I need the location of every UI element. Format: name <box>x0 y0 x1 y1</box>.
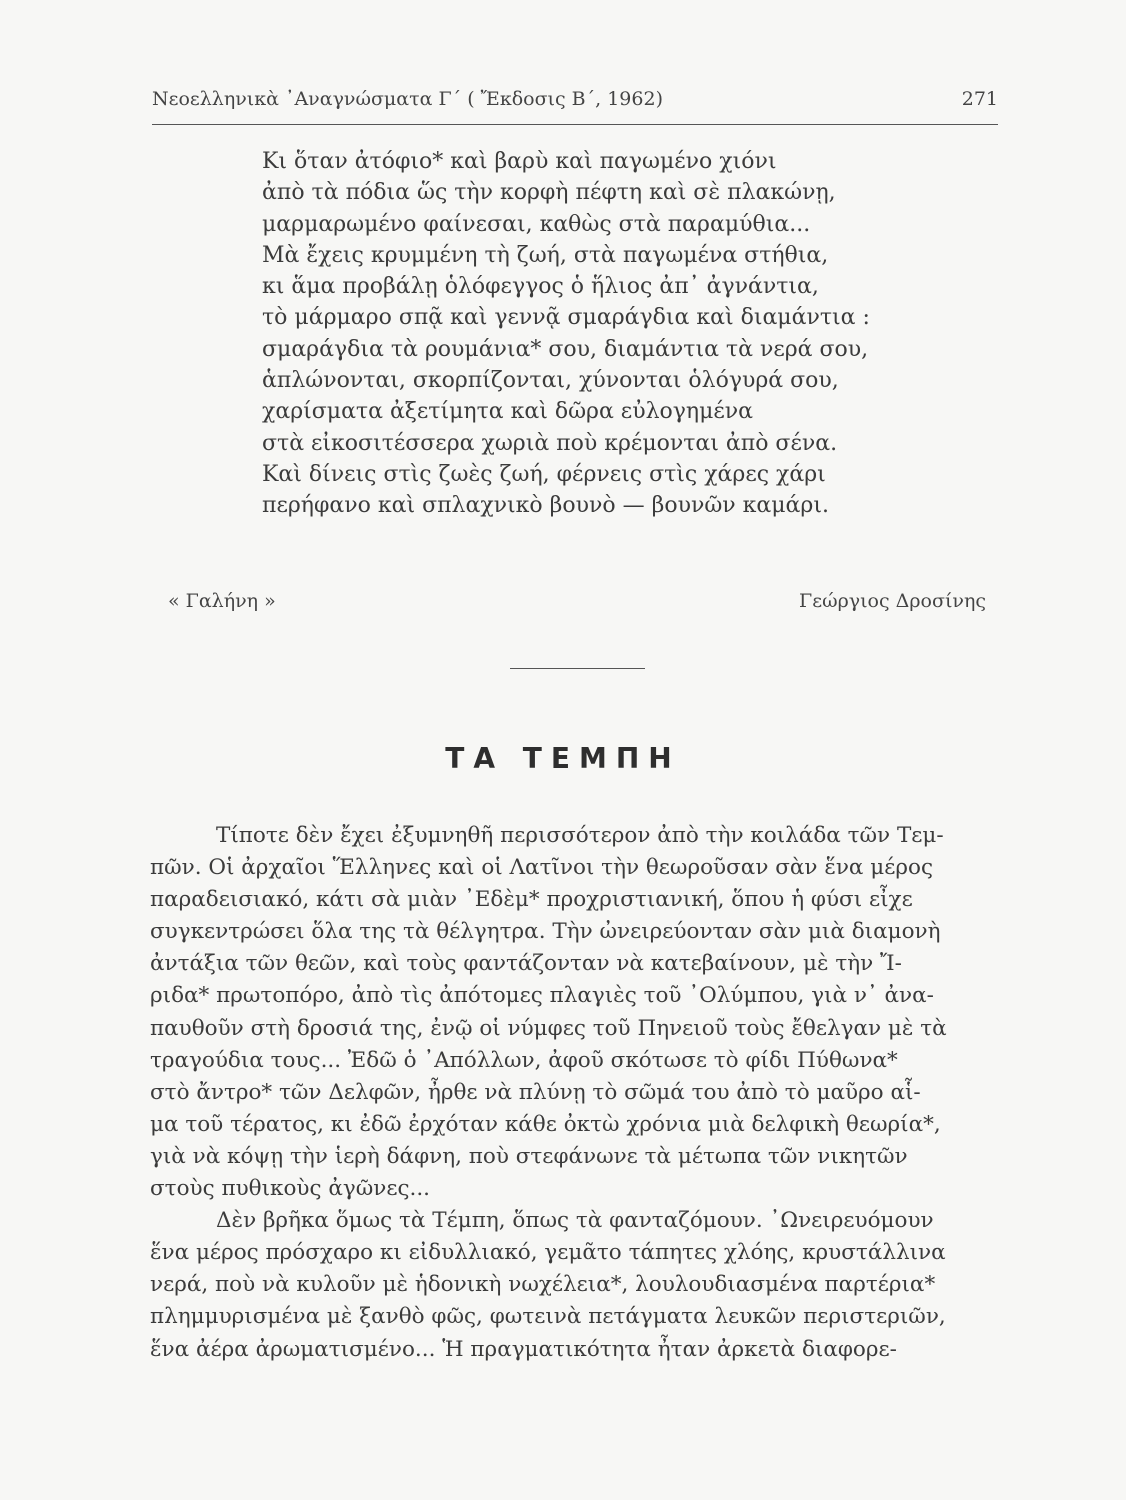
poem-line: μαρμαρωμένο φαίνεσαι, καθὼς στὰ παραμύθια... <box>262 211 811 237</box>
body-line: παυθοῦν στὴ δροσιά της, ἐνῷ οἱ νύμφες τοῦ Πηνειοῦ τοὺς ἔθελγαν μὲ τὰ <box>150 1015 947 1041</box>
body-line: μα τοῦ τέρατος, κι ἐδῶ ἐρχόταν κάθε ὀκτὼ χρόνια μιὰ δελφικὴ θεωρία*, <box>150 1111 941 1137</box>
body-line: Δὲν βρῆκα ὅμως τὰ Τέμπη, ὅπως τὰ φανταζόμουν. ᾿Ωνειρευόμουν <box>216 1208 934 1234</box>
body-line: τραγούδια τους... Ἐδῶ ὁ ᾿Απόλλων, ἀφοῦ σκότωσε τὸ φίδι Πύθωνα* <box>150 1047 898 1073</box>
poem-attribution <box>168 590 986 612</box>
body-line: γιὰ νὰ κόψῃ τὴν ἱερὴ δάφνη, ποὺ στεφάνωνε τὰ μέτωπα τῶν νικητῶν <box>150 1143 908 1169</box>
poem-line: περήφανο καὶ σπλαχνικὸ βουνὸ — βουνῶν καμάρι. <box>262 493 829 519</box>
body-line: ἀντάξια τῶν θεῶν, καὶ τοὺς φαντάζονταν νὰ κατεβαίνουν, μὲ τὴν Ἴ- <box>150 951 902 977</box>
body-line: ριδα* πρωτοπόρο, ἀπὸ τὶς ἀπότομες πλαγιὲς τοῦ ᾿Ολύμπου, γιὰ ν᾿ ἀνα- <box>150 983 934 1009</box>
body-line: πλημμυρισμένα μὲ ξανθὸ φῶς, φωτεινὰ πετάγματα λευκῶν περιστεριῶν, <box>150 1304 946 1330</box>
poem-line: Κι ὅταν ἀτόφιο* καὶ βαρὺ καὶ παγωμένο χιόνι <box>262 149 777 174</box>
poem-line: τὸ μάρμαρο σπᾷ καὶ γεννᾷ σμαράγδια καὶ διαμάντια : <box>262 305 870 331</box>
poem-line: κι ἅμα προβάλῃ ὁλόφεγγος ὁ ἥλιος ἀπ᾿ ἀγνάντια, <box>262 274 819 300</box>
poem-line: Μὰ ἔχεις κρυμμένη τὴ ζωή, στὰ παγωμένα στήθια, <box>262 242 829 268</box>
header-rule <box>152 124 998 125</box>
poem-line: Καὶ δίνεις στὶς ζωὲς ζωή, φέρνεις στὶς χάρες χάρι <box>262 461 826 487</box>
body-line: ἕνα ἀέρα ἀρωματισμένο... Ἡ πραγματικότητα ἦταν ἀρκετὰ διαφορε- <box>150 1336 897 1362</box>
poem-line: ἁπλώνονται, σκορπίζονται, χύνονται ὁλόγυρά σου, <box>262 368 839 394</box>
poem-line: στὰ εἰκοσιτέσσερα χωριὰ ποὺ κρέμονται ἀπὸ σένα. <box>262 430 838 456</box>
body-line: νερά, ποὺ νὰ κυλοῦν μὲ ἡδονικὴ νωχέλεια*, λουλουδιασμένα παρτέρια* <box>150 1272 936 1298</box>
page-number: 271 <box>961 88 998 110</box>
poem-line: σμαράγδια τὰ ρουμάνια* σου, διαμάντια τὰ νερά σου, <box>262 336 869 362</box>
section-divider <box>510 668 645 669</box>
body-line: συγκεντρώσει ὅλα της τὰ θέλγητρα. Τὴν ὠνειρεύονταν σὰν μιὰ διαμονὴ <box>150 919 941 945</box>
body-line: παραδεισιακό, κάτι σὰ μιὰν ᾿Εδὲμ* προχριστιανική, ὅπου ἡ φύσι εἶχε <box>150 887 913 913</box>
poem-line: ἀπὸ τὰ πόδια ὥς τὴν κορφὴ πέφτη καὶ σὲ πλακώνῃ, <box>262 180 836 206</box>
section-title: ΤΑ ΤΕΜΠΗ <box>445 742 681 775</box>
body-line: στοὺς πυθικοὺς ἀγῶνες... <box>150 1176 431 1202</box>
poem-author: Γεώργιος Δροσίνης <box>799 590 986 612</box>
body-line: ἕνα μέρος πρόσχαρο κι εἰδυλλιακό, γεμᾶτο τάπητες χλόης, κρυστάλλινα <box>150 1240 946 1266</box>
header-title: Νεοελληνικὰ ᾿Αναγνώσματα Γ΄ ( Ἔκδοσις Β΄, 1962) <box>152 88 663 110</box>
body-line: πῶν. Οἱ ἀρχαῖοι Ἕλληνες καὶ οἱ Λατῖνοι τὴν θεωροῦσαν σὰν ἕνα μέρος <box>150 855 934 881</box>
section-body <box>150 820 1000 1366</box>
poem <box>262 146 1022 522</box>
poem-source: « Γαλήνη » <box>168 590 276 612</box>
body-line: στὸ ἄντρο* τῶν Δελφῶν, ἦρθε νὰ πλύνῃ τὸ σῶμά του ἀπὸ τὸ μαῦρο αἷ- <box>150 1079 921 1105</box>
running-header <box>152 88 998 110</box>
body-line: Τίποτε δὲν ἔχει ἐξυμνηθῆ περισσότερον ἀπὸ τὴν κοιλάδα τῶν Τεμ- <box>216 823 944 848</box>
poem-line: χαρίσματα ἀξετίμητα καὶ δῶρα εὐλογημένα <box>262 399 754 425</box>
